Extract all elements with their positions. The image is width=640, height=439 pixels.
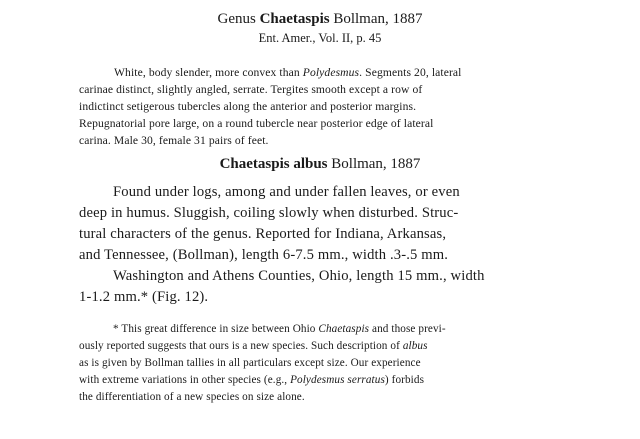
genus-description-line-5: carina. Male 30, female 31 pairs of feet. bbox=[79, 134, 269, 147]
footnote-line-5: the differentiation of a new species on size alone. bbox=[79, 391, 305, 403]
genus-italic-polydesmus: Polydesmus bbox=[302, 66, 360, 79]
footnote-italic-albus: albus bbox=[402, 340, 428, 352]
genus-description-line-1: White, body slender, more convex than Polydesmus. Segments 20, lateral bbox=[114, 66, 462, 79]
footnote-line-2: ously reported suggests that ours is a new species. Such description of albus bbox=[79, 340, 428, 352]
genus-heading bbox=[0, 11, 640, 28]
genus-citation: Ent. Amer., Vol. II, p. 45 bbox=[258, 31, 382, 45]
genus-description-line-3: indictinct setigerous tubercles along the anterior and posterior margins. bbox=[79, 100, 417, 113]
genus-prefix: Genus bbox=[217, 11, 256, 27]
footnote-line-3: as is given by Bollman tallies in all particulars except size. Our experience bbox=[79, 357, 421, 369]
species-paragraph-1-line-3: tural characters of the genus. Reported for Indiana, Arkansas, bbox=[79, 226, 447, 242]
genus-description-line-2: carinae distinct, slightly angled, serrate. Tergites smooth except a row of bbox=[79, 83, 423, 96]
species-heading bbox=[0, 156, 640, 173]
footnote-line-1: * This great difference in size between Ohio Chaetaspis and those previ- bbox=[113, 323, 446, 335]
footnote-line-4: with extreme variations in other species (e.g., Polydesmus serratus) forbids bbox=[79, 374, 425, 386]
species-paragraph-2-line-2: 1-1.2 mm.* (Fig. 12). bbox=[79, 289, 209, 305]
genus-name: Chaetaspis bbox=[259, 11, 330, 27]
footnote-italic-polydesmus-serratus: Polydesmus serratus bbox=[290, 374, 385, 386]
species-paragraph-2-line-1: Washington and Athens Counties, Ohio, length 15 mm., width bbox=[113, 268, 485, 284]
species-paragraph-1-line-2: deep in humus. Sluggish, coiling slowly when disturbed. Struc- bbox=[79, 205, 459, 221]
species-paragraph-1-line-1: Found under logs, among and under fallen leaves, or even bbox=[113, 184, 460, 200]
footnote-italic-chaetaspis: Chaetaspis bbox=[318, 323, 370, 335]
species-name: Chaetaspis albus bbox=[219, 156, 328, 172]
genus-author: Bollman, 1887 bbox=[333, 11, 423, 27]
species-paragraph-1-line-4: and Tennessee, (Bollman), length 6-7.5 mm., width .3-.5 mm. bbox=[79, 247, 449, 263]
genus-description-line-4: Repugnatorial pore large, on a round tubercle near posterior edge of lateral bbox=[79, 117, 434, 130]
species-author: Bollman, 1887 bbox=[331, 156, 421, 172]
